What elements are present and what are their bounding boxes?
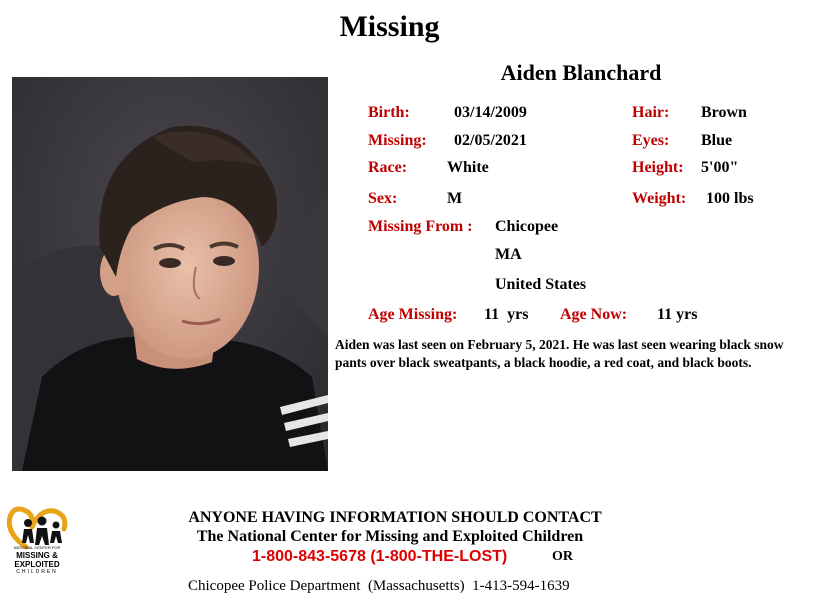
contact-organization: The National Center for Missing and Exploited Children [196, 528, 584, 545]
missing-from-label: Missing From : [368, 218, 473, 235]
weight-label: Weight: [632, 190, 687, 207]
missing-from-city: Chicopee [495, 218, 559, 235]
race-label: Race: [368, 159, 408, 176]
eyes-value: Blue [701, 132, 733, 149]
eyes-label: Eyes: [632, 132, 670, 149]
age-now-value: 11 yrs [657, 306, 698, 323]
age-missing-label: Age Missing: [368, 306, 458, 323]
poster-title: Missing [339, 10, 440, 43]
age-now-label: Age Now: [560, 306, 628, 323]
weight-value: 100 lbs [706, 190, 754, 207]
sex-value: M [447, 190, 463, 207]
or-text: OR [552, 549, 573, 564]
police-contact: Chicopee Police Department (Massachusetts) 1-413-594-1639 [188, 578, 570, 594]
child-name: Aiden Blanchard [500, 60, 662, 85]
hair-value: Brown [701, 104, 747, 121]
contact-heading: ANYONE HAVING INFORMATION SHOULD CONTACT [188, 509, 602, 526]
logo-line3: EXPLOITED [14, 560, 60, 569]
missing-date-value: 02/05/2021 [454, 132, 527, 149]
description: Aiden was last seen on February 5, 2021. He was last seen wearing black snow pants over black sweatpants, a black hoodie, a red coat, and black boots. [335, 337, 784, 370]
height-label: Height: [632, 159, 684, 176]
birth-value: 03/14/2009 [454, 104, 527, 121]
hair-label: Hair: [632, 104, 670, 121]
height-value: 5'00" [701, 159, 739, 176]
birth-label: Birth: [368, 104, 410, 121]
missing-from-country: United States [495, 276, 587, 293]
logo-line2: MISSING & [16, 551, 58, 560]
hotline-number: 1-800-843-5678 (1-800-THE-LOST) [252, 548, 508, 565]
logo-line4: CHILDREN [16, 569, 58, 575]
missing-from-state: MA [495, 246, 522, 263]
missing-date-label: Missing: [368, 132, 427, 149]
age-missing-value: 11 yrs [484, 306, 529, 323]
logo-line1: NATIONAL CENTER FOR [13, 545, 61, 550]
race-value: White [447, 159, 489, 176]
sex-label: Sex: [368, 190, 398, 207]
child-photo [12, 77, 328, 471]
